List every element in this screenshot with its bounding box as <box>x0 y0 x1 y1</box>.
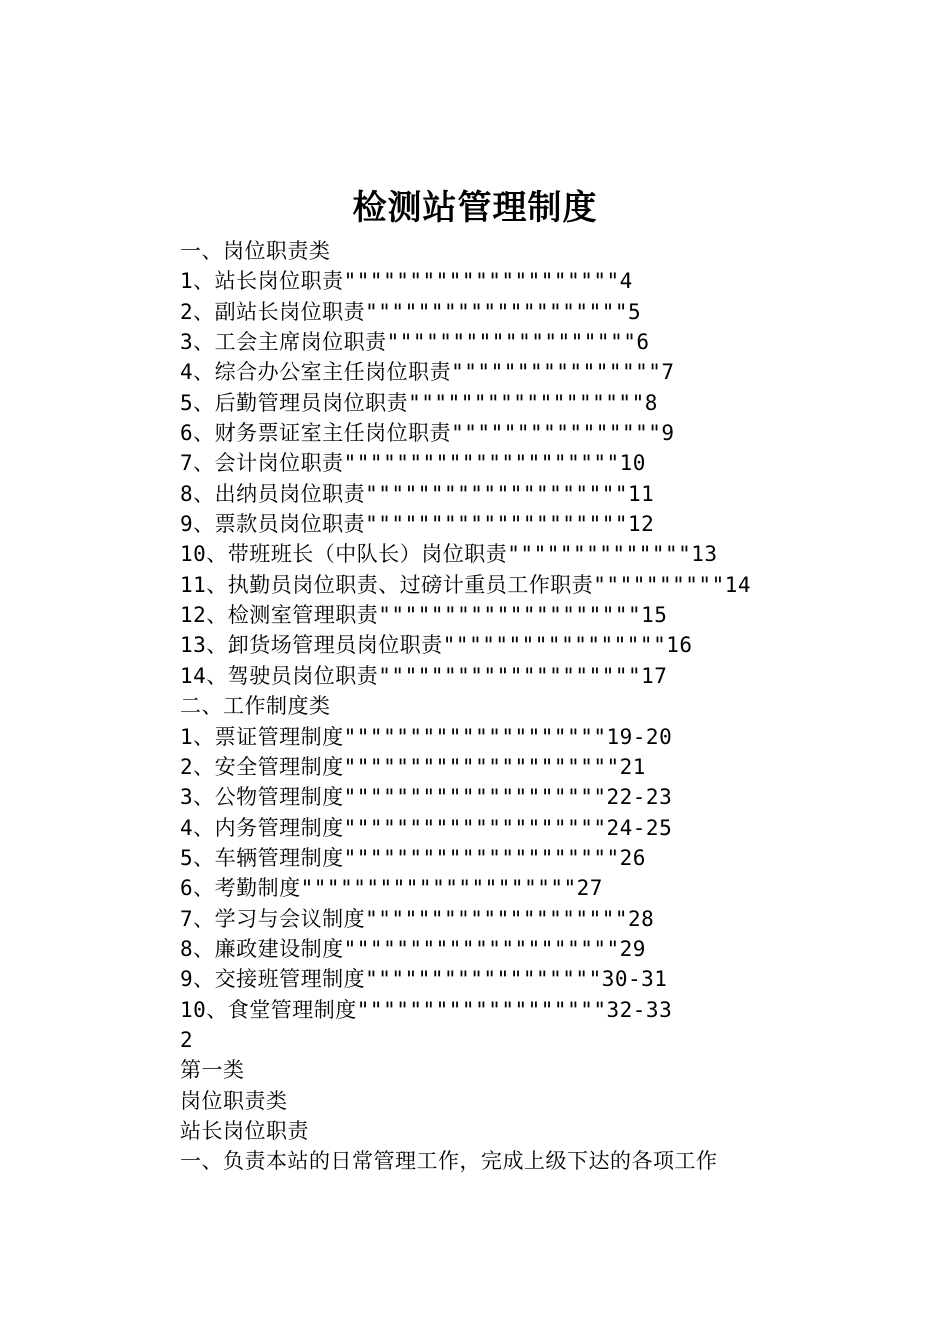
toc-entry: 8、出纳员岗位职责""""""""""""""""""""11 <box>180 481 655 506</box>
toc-entry: 5、后勤管理员岗位职责""""""""""""""""""8 <box>180 390 658 415</box>
page-number: 2 <box>180 1027 194 1052</box>
toc-entry: 2、安全管理制度"""""""""""""""""""""21 <box>180 754 646 779</box>
toc-entry: 12、检测室管理职责""""""""""""""""""""15 <box>180 603 668 628</box>
toc-entry: 11、执勤员岗位职责、过磅计重员工作职责""""""""""14 <box>180 572 752 597</box>
toc-entry: 7、会计岗位职责"""""""""""""""""""""10 <box>180 451 646 476</box>
toc-entry: 4、内务管理制度""""""""""""""""""""24-25 <box>180 815 673 840</box>
toc-entry: 9、交接班管理制度""""""""""""""""""30-31 <box>180 967 668 992</box>
category-subheading: 岗位职责类 <box>180 1088 288 1113</box>
toc-entry: 10、食堂管理制度"""""""""""""""""""32-33 <box>180 997 673 1022</box>
toc-entry: 4、综合办公室主任岗位职责""""""""""""""""7 <box>180 360 675 385</box>
body-paragraph: 一、负责本站的日常管理工作，完成上级下达的各项工作 <box>180 1149 718 1174</box>
section-heading: 一、岗位职责类 <box>180 239 331 263</box>
toc-entry: 10、带班班长（中队长）岗位职责""""""""""""""13 <box>180 542 718 567</box>
toc-entry: 3、工会主席岗位职责"""""""""""""""""""6 <box>180 330 650 355</box>
toc-entry: 9、票款员岗位职责""""""""""""""""""""12 <box>180 512 655 537</box>
toc-entry: 2、副站长岗位职责""""""""""""""""""""5 <box>180 299 642 324</box>
toc-entry: 3、公物管理制度""""""""""""""""""""22-23 <box>180 785 673 810</box>
document-title: 检测站管理制度 <box>352 188 598 228</box>
toc-entry: 7、学习与会议制度""""""""""""""""""""28 <box>180 906 655 931</box>
toc-entry: 6、考勤制度"""""""""""""""""""""27 <box>180 876 603 901</box>
toc-entry: 14、驾驶员岗位职责""""""""""""""""""""17 <box>180 663 668 688</box>
toc-entry: 6、财务票证室主任岗位职责""""""""""""""""9 <box>180 421 675 446</box>
toc-entry: 1、票证管理制度""""""""""""""""""""19-20 <box>180 724 673 749</box>
section-heading: 二、工作制度类 <box>180 694 331 719</box>
document-body <box>180 236 900 1177</box>
category-heading: 第一类 <box>180 1058 245 1083</box>
toc-entry: 8、廉政建设制度"""""""""""""""""""""29 <box>180 936 646 961</box>
toc-entry: 5、车辆管理制度"""""""""""""""""""""26 <box>180 845 646 870</box>
role-heading: 站长岗位职责 <box>180 1118 309 1143</box>
toc-entry: 13、卸货场管理员岗位职责"""""""""""""""""16 <box>180 633 693 658</box>
toc-entry: 1、站长岗位职责"""""""""""""""""""""4 <box>180 269 633 294</box>
